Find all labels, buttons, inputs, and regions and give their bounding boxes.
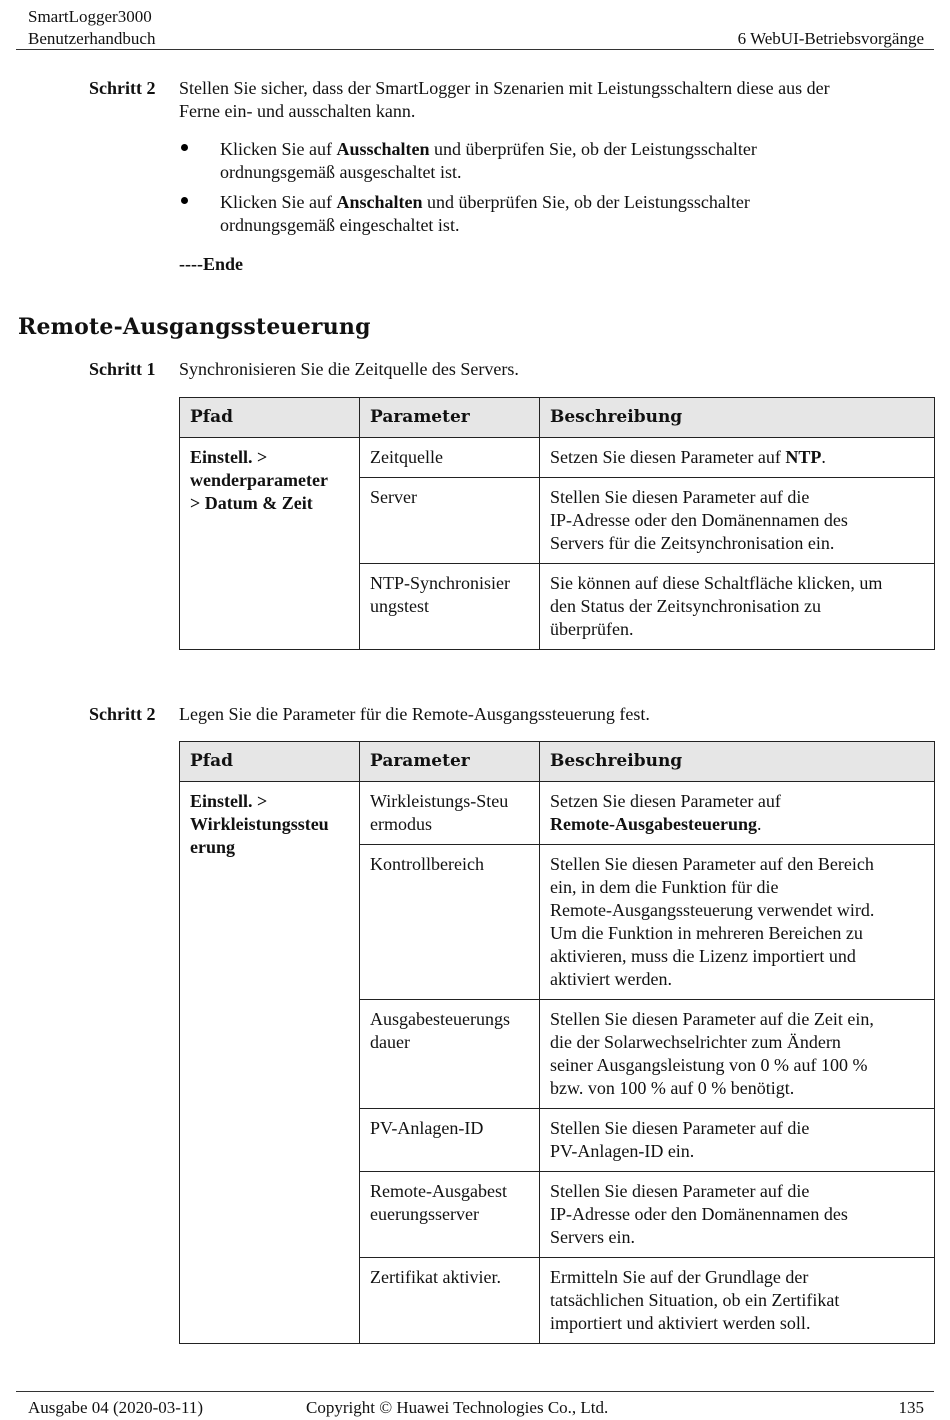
footer-copyright: Copyright © Huawei Technologies Co., Ltd. [306,1398,609,1417]
column-header: Pfad [180,398,360,438]
description-line: seiner Ausgangsleistung von 0 % auf 100 % [550,1055,868,1075]
description-punct: . [821,447,826,467]
description-cell [540,845,935,1000]
parameter-line: Ausgabesteuerungs [370,1009,510,1029]
table-row [180,782,935,845]
parameter-cell [360,1109,540,1172]
header-doc-type: Benutzerhandbuch [28,29,156,48]
step-text: Legen Sie die Parameter für die Remote-Ausgangssteuerung fest. [179,704,650,724]
description-line: ein, in dem die Funktion für die [550,877,779,897]
description-line: IP-Adresse oder den Domänennamen des [550,1204,848,1224]
path-line: Einstell. > [190,447,268,467]
path-line: wenderparameter [190,470,328,490]
section-title: Remote-Ausgangssteuerung [18,314,371,340]
bullet-text: ordnungsgemäß eingeschaltet ist. [220,215,460,235]
description-line: aktivieren, muss die Lizenz importiert und [550,946,856,966]
description-bold: NTP [785,447,822,467]
parameter-cell [360,1172,540,1258]
parameter-line: ermodus [370,814,432,834]
description-line: den Status der Zeitsynchronisation zu [550,596,821,616]
parameter-cell [360,1258,540,1344]
step-text-line: Stellen Sie sicher, dass der SmartLogger in Szenarien mit Leistungsschaltern diese aus der [179,78,830,98]
description-line: Stellen Sie diesen Parameter auf den Bereich [550,854,874,874]
table-row [180,438,935,478]
column-header: Pfad [180,742,360,782]
column-header: Parameter [360,742,540,782]
description-line: Ermitteln Sie auf der Grundlage der [550,1267,809,1287]
bullet-text: und überprüfen Sie, ob der Leistungsschalter [422,192,750,212]
path-line: > Datum & Zeit [190,493,313,513]
parameter-line: Zeitquelle [370,447,443,467]
bullet-icon [181,144,188,151]
bullet-text: Klicken Sie auf [220,139,337,159]
description-line: Stellen Sie diesen Parameter auf die [550,1181,810,1201]
description-line: PV-Anlagen-ID ein. [550,1141,695,1161]
parameter-cell [360,564,540,650]
description-line: aktiviert werden. [550,969,672,989]
column-header: Parameter [360,398,540,438]
description-line: Setzen Sie diesen Parameter auf [550,447,786,467]
bullet-icon [181,197,188,204]
description-cell [540,1109,935,1172]
description-cell [540,1000,935,1109]
bullet-bold-term: Ausschalten [336,139,430,159]
bullet-text: ordnungsgemäß ausgeschaltet ist. [220,162,462,182]
parameter-cell [360,845,540,1000]
column-header: Beschreibung [540,398,935,438]
description-line: Stellen Sie diesen Parameter auf die [550,1118,810,1138]
parameter-line: ungstest [370,596,430,616]
parameter-line: NTP-Synchronisier [370,573,510,593]
page-number: 135 [898,1398,924,1417]
description-line: die der Solarwechselrichter zum Ändern [550,1032,841,1052]
description-line: Stellen Sie diesen Parameter auf die Zeit ein, [550,1009,874,1029]
header-product: SmartLogger3000 [28,7,152,26]
description-cell [540,438,935,478]
description-line: importiert und aktiviert werden soll. [550,1313,811,1333]
parameter-line: Server [370,487,417,507]
path-line: Einstell. > [190,791,268,811]
parameter-line: euerungsserver [370,1204,479,1224]
bullet-bold-term: Anschalten [336,192,423,212]
parameter-line: dauer [370,1032,410,1052]
path-line: Wirkleistungssteu [190,814,329,834]
parameter-cell [360,1000,540,1109]
description-cell [540,782,935,845]
parameter-line: Zertifikat aktivier. [370,1267,501,1287]
description-cell [540,1172,935,1258]
settings-table-remote-output [179,741,935,1344]
description-bold: Remote-Ausgabesteuerung [550,814,757,834]
parameter-cell [360,438,540,478]
path-cell [180,782,360,1344]
description-line: Servers ein. [550,1227,635,1247]
bullet-text: und überprüfen Sie, ob der Leistungsschalter [429,139,757,159]
description-cell [540,478,935,564]
step-text-line: Ferne ein- und ausschalten kann. [179,101,416,121]
step-text [179,77,919,123]
bullet-text: Klicken Sie auf [220,192,337,212]
bullet-item [220,191,900,237]
parameter-line: Remote-Ausgabest [370,1181,507,1201]
header-rule [16,49,934,50]
description-line: Sie können auf diese Schaltfläche klicken, um [550,573,883,593]
step-label: Schritt 1 [89,359,156,379]
description-cell [540,564,935,650]
settings-table-time-sync [179,397,935,650]
parameter-cell [360,478,540,564]
step-label: Schritt 2 [89,704,156,724]
parameter-line: Wirkleistungs-Steu [370,791,509,811]
description-cell [540,1258,935,1344]
parameter-line: PV-Anlagen-ID [370,1118,484,1138]
step-text: Synchronisieren Sie die Zeitquelle des Servers. [179,359,519,379]
bullet-item [220,138,900,184]
footer-rule [16,1391,934,1392]
description-line: Stellen Sie diesen Parameter auf die [550,487,810,507]
path-cell [180,438,360,650]
description-line: Setzen Sie diesen Parameter auf [550,791,781,811]
description-line: bzw. von 100 % auf 0 % benötigt. [550,1078,795,1098]
description-line: überprüfen. [550,619,634,639]
column-header: Beschreibung [540,742,935,782]
description-punct: . [756,814,762,834]
parameter-line: Kontrollbereich [370,854,484,874]
path-line: erung [190,837,235,857]
footer-edition: Ausgabe 04 (2020-03-11) [28,1398,203,1417]
description-line: IP-Adresse oder den Domänennamen des [550,510,848,530]
description-line: Um die Funktion in mehreren Bereichen zu [550,923,863,943]
end-marker: ----Ende [179,254,243,274]
description-line: Servers für die Zeitsynchronisation ein. [550,533,835,553]
step-label: Schritt 2 [89,78,156,98]
header-chapter: 6 WebUI-Betriebsvorgänge [737,29,924,48]
parameter-cell [360,782,540,845]
description-line: tatsächlichen Situation, ob ein Zertifikat [550,1290,840,1310]
description-line: Remote-Ausgangssteuerung verwendet wird. [550,900,875,920]
